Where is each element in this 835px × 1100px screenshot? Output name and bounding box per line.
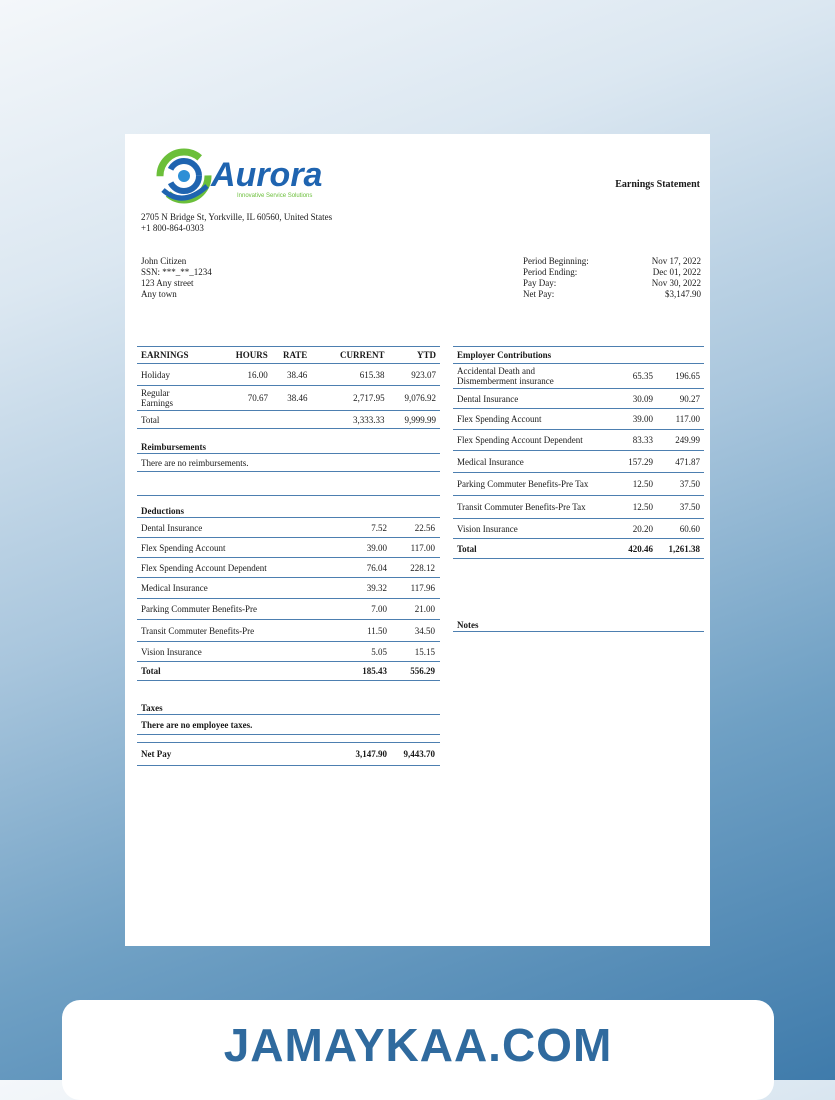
earning-name: Regular Earnings — [141, 388, 173, 408]
current-header: CURRENT — [340, 350, 385, 360]
period-row — [523, 278, 701, 289]
period-value: Dec 01, 2022 — [652, 267, 701, 277]
deduction-name: Flex Spending Account Dependent — [141, 562, 267, 573]
period-row — [523, 289, 701, 300]
deduction-ytd: 15.15 — [414, 646, 435, 657]
period-row — [523, 256, 701, 267]
deduction-current: 5.05 — [371, 646, 387, 657]
table-row — [137, 386, 440, 411]
company-phone: +1 800-864-0303 — [141, 223, 204, 233]
earning-ytd: 923.07 — [411, 369, 436, 380]
table-row — [453, 389, 704, 409]
table-row — [137, 558, 440, 578]
period-label: Period Beginning: — [523, 256, 589, 266]
earnings-total-row — [137, 411, 440, 429]
employee-name: John Citizen — [141, 256, 187, 266]
earnings-total-ytd: 9,999.99 — [404, 414, 436, 425]
deductions-title-row — [137, 496, 440, 518]
employee-info — [141, 256, 212, 300]
deduction-ytd: 228.12 — [410, 562, 435, 573]
reimbursements-title-row — [137, 434, 440, 454]
deduction-ytd: 21.00 — [414, 604, 435, 614]
contribution-name: Accidental Death and Dismemberment insurance — [457, 366, 554, 386]
table-row — [137, 599, 440, 620]
contribution-name: Parking Commuter Benefits-Pre Tax — [457, 479, 589, 489]
contribution-ytd: 196.65 — [675, 371, 700, 381]
contribution-current: 30.09 — [632, 393, 653, 404]
total-label: Total — [457, 543, 477, 554]
taxes-title: Taxes — [141, 703, 163, 713]
deductions-total-row — [137, 662, 440, 681]
period-value: $3,147.90 — [665, 289, 701, 299]
contribution-ytd: 471.87 — [675, 456, 700, 467]
contribution-ytd: 117.00 — [675, 414, 700, 424]
period-label: Net Pay: — [523, 289, 555, 299]
deduction-current: 39.00 — [366, 542, 387, 553]
contribution-ytd: 249.99 — [675, 435, 700, 445]
contribution-current: 39.00 — [632, 414, 653, 424]
reimbursements-row — [137, 454, 440, 472]
total-label: Total — [141, 666, 161, 676]
table-row — [137, 642, 440, 662]
aurora-logo — [153, 146, 343, 208]
contribution-ytd: 37.50 — [679, 479, 700, 489]
deduction-ytd: 117.96 — [410, 583, 435, 593]
period-value: Nov 17, 2022 — [651, 256, 701, 266]
notes-row — [453, 612, 704, 632]
table-row — [453, 364, 704, 389]
taxes-row — [137, 715, 440, 735]
ytd-header: YTD — [416, 350, 436, 360]
earning-current: 615.38 — [359, 369, 385, 380]
logo-tagline: Innovative Service Solutions — [237, 193, 313, 199]
rate-header: RATE — [282, 350, 308, 360]
net-pay-label: Net Pay — [141, 749, 172, 759]
deduction-ytd: 34.50 — [414, 625, 435, 636]
table-row — [137, 620, 440, 642]
empty-row — [137, 472, 440, 496]
company-address: 2705 N Bridge St, Yorkville, IL 60560, United States — [141, 212, 333, 222]
deduction-name: Parking Commuter Benefits-Pre — [141, 604, 257, 614]
earnings-header-row — [137, 346, 440, 364]
earnings-statement-document — [125, 134, 710, 946]
table-row — [137, 364, 440, 386]
table-row — [453, 496, 704, 519]
reimbursements-title: Reimbursements — [141, 442, 206, 452]
earning-hours: 70.67 — [247, 393, 268, 403]
earning-name: Holiday — [141, 369, 170, 380]
deduction-ytd: 22.56 — [414, 522, 435, 533]
table-row — [453, 519, 704, 539]
contribution-name: Flex Spending Account — [457, 414, 542, 424]
period-row — [523, 267, 701, 278]
watermark-text: JAMAYKAA.COM — [223, 1019, 613, 1071]
logo-wordmark: Aurora — [211, 156, 323, 194]
watermark-banner — [62, 1000, 774, 1100]
employer-total-ytd: 1,261.38 — [668, 543, 700, 554]
reimbursements-text: There are no reimbursements. — [141, 457, 249, 468]
total-label: Total — [141, 414, 160, 425]
earning-hours: 16.00 — [247, 369, 268, 380]
notes-label: Notes — [457, 620, 479, 630]
table-row — [453, 430, 704, 451]
deduction-name: Medical Insurance — [141, 583, 208, 593]
net-pay-current: 3,147.90 — [355, 749, 387, 759]
left-column-tables — [137, 346, 440, 766]
table-row — [137, 518, 440, 538]
deduction-name: Flex Spending Account — [141, 542, 226, 553]
deductions-total-current: 185.43 — [362, 666, 387, 676]
earning-rate: 38.46 — [287, 393, 308, 403]
deduction-name: Vision Insurance — [141, 646, 202, 657]
pay-period-info — [523, 256, 701, 300]
employer-title: Employer Contributions — [457, 350, 552, 360]
net-pay-row — [137, 742, 440, 766]
deduction-name: Transit Commuter Benefits-Pre — [141, 625, 255, 636]
earning-ytd: 9,076.92 — [404, 393, 436, 403]
period-value: Nov 30, 2022 — [651, 278, 701, 288]
employer-total-current: 420.46 — [628, 543, 653, 554]
taxes-text: There are no employee taxes. — [141, 719, 253, 730]
deductions-title: Deductions — [141, 506, 185, 516]
deduction-ytd: 117.00 — [410, 542, 435, 553]
taxes-title-row — [137, 693, 440, 715]
table-row — [453, 473, 704, 496]
contribution-name: Dental Insurance — [457, 393, 519, 404]
deductions-total-ytd: 556.29 — [410, 666, 435, 676]
employer-title-row — [453, 346, 704, 364]
table-row — [453, 451, 704, 473]
deduction-current: 7.52 — [371, 522, 387, 533]
contribution-name: Medical Insurance — [457, 456, 524, 467]
contribution-current: 157.29 — [628, 456, 653, 467]
earnings-total-current: 3,333.33 — [353, 414, 385, 425]
period-label: Pay Day: — [523, 278, 557, 288]
contribution-current: 12.50 — [632, 479, 653, 489]
document-title: Earnings Statement — [615, 179, 700, 190]
contribution-current: 12.50 — [632, 502, 653, 512]
earnings-header: EARNINGS — [141, 350, 189, 360]
deduction-name: Dental Insurance — [141, 522, 203, 533]
deduction-current: 11.50 — [367, 625, 387, 636]
period-label: Period Ending: — [523, 267, 578, 277]
employee-street: 123 Any street — [141, 278, 194, 288]
contribution-ytd: 90.27 — [679, 393, 700, 404]
employee-ssn: SSN: ***_**_1234 — [141, 267, 212, 277]
earning-rate: 38.46 — [287, 369, 308, 380]
contribution-ytd: 37.50 — [679, 502, 700, 512]
table-row — [453, 409, 704, 430]
table-row — [137, 578, 440, 599]
employer-total-row — [453, 539, 704, 559]
contribution-current: 83.33 — [632, 435, 653, 445]
earning-current: 2,717.95 — [353, 393, 385, 403]
contribution-name: Flex Spending Account Dependent — [457, 435, 583, 445]
net-pay-ytd: 9,443.70 — [403, 749, 435, 759]
company-address-block — [141, 212, 332, 234]
deduction-current: 76.04 — [366, 562, 387, 573]
contribution-name: Vision Insurance — [457, 523, 518, 534]
hours-header: HOURS — [235, 350, 268, 360]
contribution-ytd: 60.60 — [679, 523, 700, 534]
contribution-current: 65.35 — [632, 371, 653, 381]
contribution-current: 20.20 — [632, 523, 653, 534]
deduction-current: 39.32 — [366, 583, 387, 593]
deduction-current: 7.00 — [371, 604, 387, 614]
employee-town: Any town — [141, 289, 177, 299]
contribution-name: Transit Commuter Benefits-Pre Tax — [457, 502, 586, 512]
table-row — [137, 538, 440, 558]
employer-contributions-table — [453, 346, 704, 632]
